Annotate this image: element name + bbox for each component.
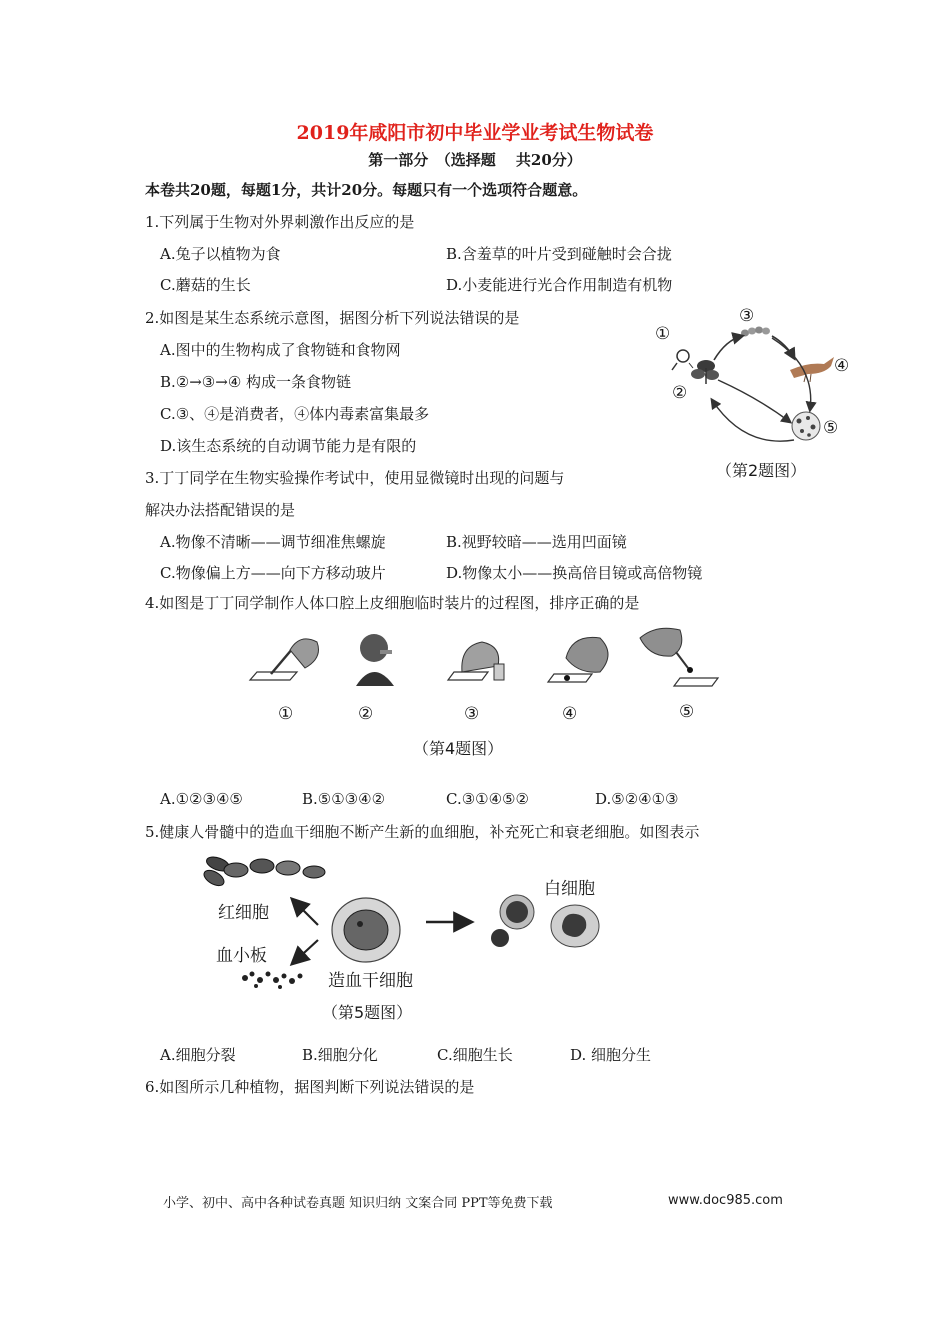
q3-option-d: D.物像太小——换高倍目镜或高倍物镜 — [446, 564, 703, 582]
q3-option-c: C.物像偏上方——向下方移动玻片 — [160, 564, 386, 582]
decomposer-icon — [792, 412, 820, 440]
q2-label-5: ⑤ — [823, 418, 839, 438]
q2-label-2: ② — [672, 383, 688, 403]
part-heading: 第一部分 （选择题 共20分） — [368, 151, 582, 169]
step4-scrape-icon — [542, 628, 622, 688]
q1-option-b: B.含羞草的叶片受到碰触时会合拢 — [446, 245, 672, 263]
platelets-icon — [242, 972, 303, 990]
q2-option-b: B.②→③→④ 构成一条食物链 — [160, 373, 352, 391]
q2-label-4: ④ — [834, 356, 850, 376]
q1-option-c: C.蘑菇的生长 — [160, 276, 251, 294]
q5-option-b: B.细胞分化 — [302, 1046, 378, 1064]
white-blood-cell-label: 白细胞 — [544, 879, 595, 899]
arrow-insect-to-bird — [772, 336, 794, 358]
stem-cell-icon — [332, 898, 400, 962]
q4-option-c: C.③①④⑤② — [446, 790, 529, 808]
q4-label-3: ③ — [464, 704, 480, 724]
q4-label-5: ⑤ — [679, 702, 695, 722]
stem-cell-label: 造血干细胞 — [328, 971, 413, 991]
q3-stem-line2: 解决办法搭配错误的是 — [145, 501, 296, 519]
caterpillar-icon — [741, 327, 770, 337]
arrow-decomposer-to-plant — [712, 400, 794, 441]
sun-icon — [672, 350, 693, 370]
q2-option-c: C.③、④是消费者，④体内毒素富集最多 — [160, 405, 430, 423]
arrow-plant-to-decomposer — [718, 380, 790, 422]
arrow-to-platelets — [293, 940, 318, 963]
q1-stem: 1.下列属于生物对外界刺激作出反应的是 — [145, 213, 415, 231]
q4-figure-caption: （第4题图） — [413, 739, 504, 758]
arrow-insect-to-decomposer — [772, 338, 811, 410]
blood-cell-diagram — [190, 850, 670, 1010]
q4-option-b: B.⑤①③④② — [302, 790, 386, 808]
q5-figure-caption: （第5题图） — [322, 1003, 413, 1022]
q5-option-d: D. 细胞分生 — [570, 1046, 652, 1064]
q2-label-3: ③ — [739, 306, 755, 326]
step1-drop-icon — [245, 628, 325, 688]
footer-url[interactable]: www.doc985.com — [668, 1193, 783, 1208]
arrow-plant-to-insect — [714, 336, 742, 360]
q4-label-1: ① — [278, 704, 294, 724]
white-blood-cells-icon — [491, 895, 599, 947]
step5-cover-icon — [636, 624, 716, 694]
q2-label-1: ① — [655, 324, 671, 344]
q3-stem-line1: 3.丁丁同学在生物实验操作考试中，使用显微镜时出现的问题与 — [145, 469, 565, 487]
q3-option-b: B.视野较暗——选用凹面镜 — [446, 533, 627, 551]
q5-option-a: A.细胞分裂 — [160, 1046, 236, 1064]
q2-option-a: A.图中的生物构成了食物链和食物网 — [160, 341, 401, 359]
platelet-label: 血小板 — [216, 946, 267, 966]
instruction-text: 本卷共20题，每题1分，共计20分。每题只有一个选项符合题意。 — [145, 181, 588, 199]
arrow-to-red-cells — [293, 900, 318, 925]
q2-stem: 2.如图是某生态系统示意图，据图分析下列说法错误的是 — [145, 309, 520, 327]
q4-label-2: ② — [358, 704, 374, 724]
q5-option-c: C.细胞生长 — [437, 1046, 513, 1064]
q4-option-d: D.⑤②④①③ — [595, 790, 679, 808]
q4-stem: 4.如图是丁丁同学制作人体口腔上皮细胞临时装片的过程图，排序正确的是 — [145, 594, 640, 612]
q2-option-d: D.该生态系统的自动调节能力是有限的 — [160, 437, 417, 455]
q3-option-a: A.物像不清晰——调节细准焦螺旋 — [160, 533, 386, 551]
q1-option-d: D.小麦能进行光合作用制造有机物 — [446, 276, 673, 294]
step2-person-icon — [352, 628, 402, 688]
q2-figure-caption: （第2题图） — [716, 461, 807, 480]
q4-option-a: A.①②③④⑤ — [160, 790, 243, 808]
exam-title: 2019年咸阳市初中毕业学业考试生物试卷 — [296, 122, 654, 144]
q4-label-4: ④ — [562, 704, 578, 724]
red-blood-cell-label: 红细胞 — [218, 903, 269, 923]
q6-stem: 6.如图所示几种植物，据图判断下列说法错误的是 — [145, 1078, 475, 1096]
q5-stem: 5.健康人骨髓中的造血干细胞不断产生新的血细胞，补充死亡和衰老细胞。如图表示 — [145, 823, 700, 841]
plant-icon — [691, 360, 719, 384]
bird-icon — [790, 357, 834, 382]
footer-text: 小学、初中、高中各种试卷真题 知识归纳 文案合同 PPT等免费下载 — [163, 1196, 553, 1211]
step3-stain-icon — [442, 628, 522, 688]
red-blood-cells-icon — [201, 854, 325, 888]
q1-option-a: A.兔子以植物为食 — [160, 245, 281, 263]
